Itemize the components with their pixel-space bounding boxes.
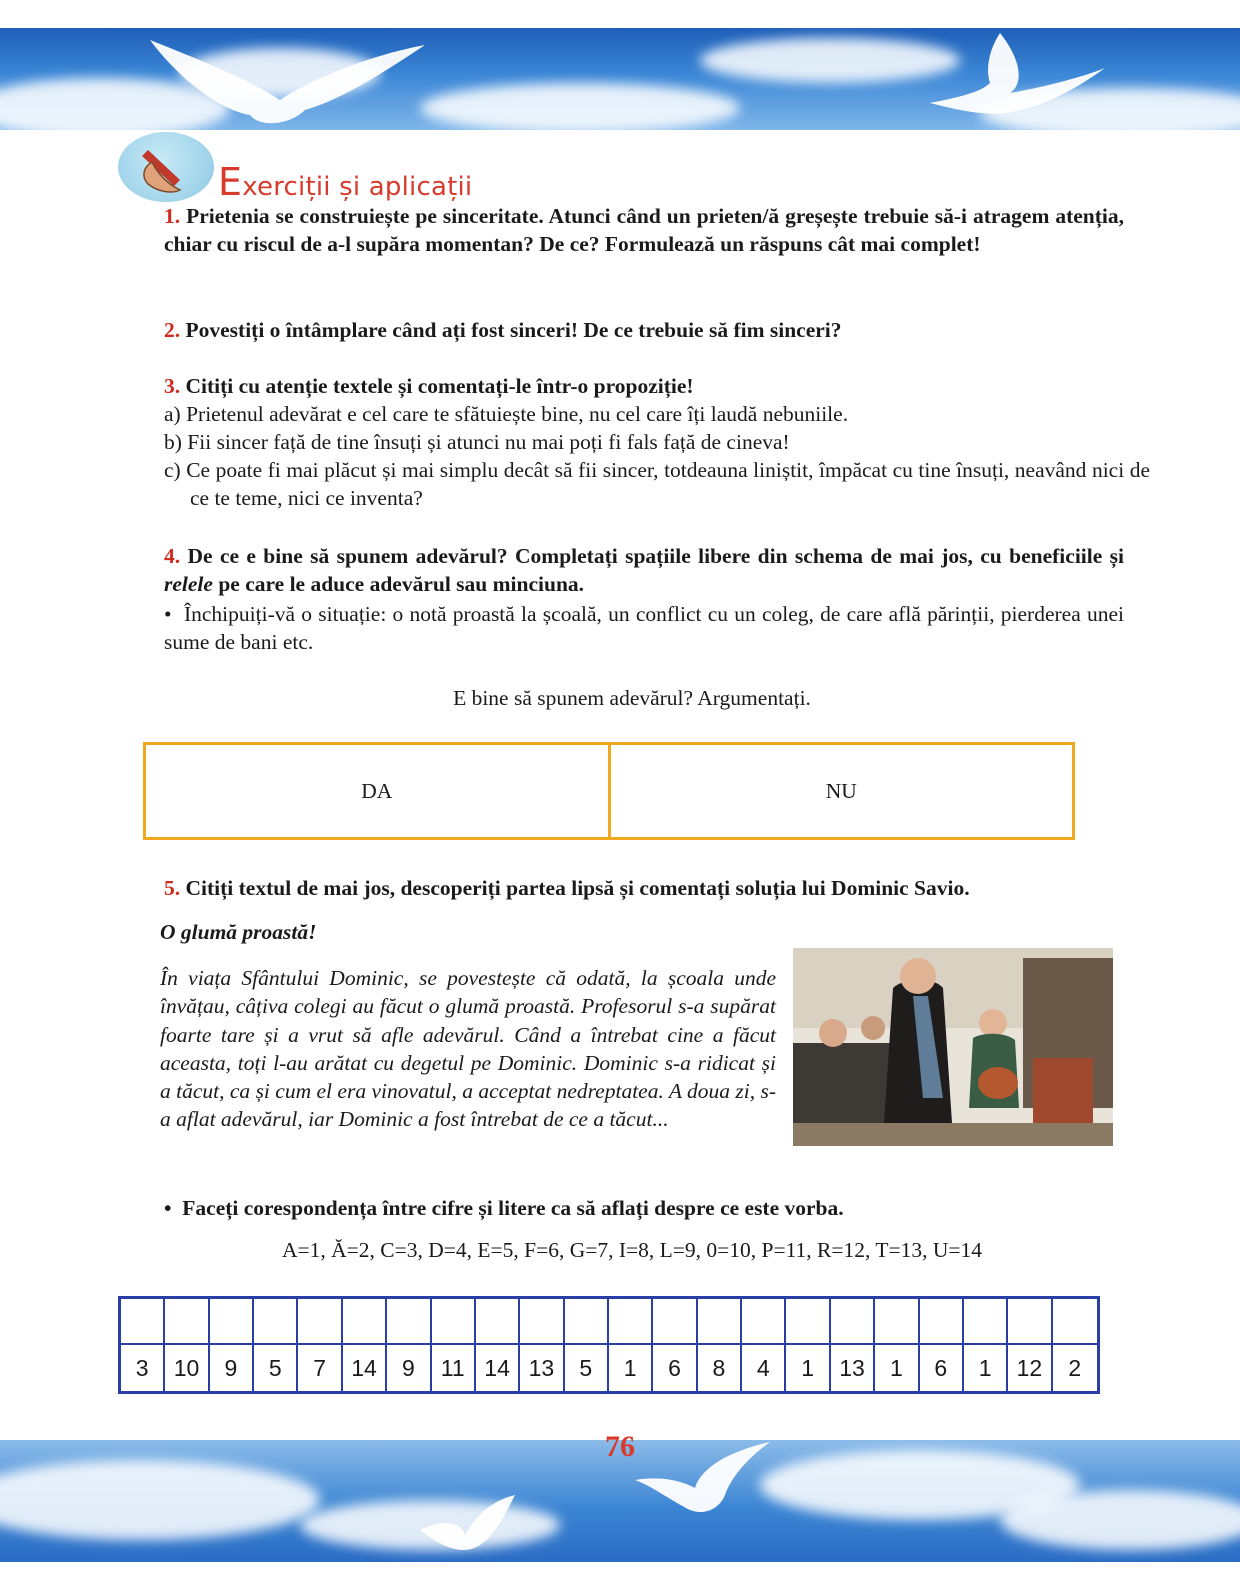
cipher-number-cell: 2 [1068, 1354, 1082, 1381]
cipher-key: A=1, Ă=2, C=3, D=4, E=5, F=6, G=7, I=8, L=9, 0=10, P=11, R=12, T=13, U=14 [281, 1238, 983, 1262]
answer-cell[interactable] [964, 1299, 1008, 1345]
cipher-number-cell: 6 [653, 1345, 697, 1391]
cipher-number-cell: 14 [343, 1345, 387, 1391]
answer-cell[interactable] [565, 1299, 609, 1345]
answer-cell[interactable] [920, 1299, 964, 1345]
section-title: Exerciții și aplicații [218, 160, 473, 204]
answer-cell[interactable] [165, 1299, 209, 1345]
cipher-number-cell: 12 [1008, 1345, 1052, 1391]
answer-cell[interactable] [298, 1299, 342, 1345]
writing-hand-icon [118, 132, 214, 202]
exercise-5: 5. Citiți textul de mai jos, descoperiți partea lipsă și comentați soluția lui Dominic Savio. [164, 876, 970, 900]
page-number: 76 [605, 1430, 635, 1463]
cipher-number-cell: 11 [432, 1345, 476, 1391]
dove-icon [140, 30, 430, 130]
cipher-number-cell: 5 [254, 1345, 298, 1391]
cipher-number-cell: 9 [387, 1345, 431, 1391]
answer-cell[interactable] [1053, 1299, 1097, 1345]
story-title: O glumă proastă! [160, 920, 317, 944]
answer-cell[interactable] [742, 1299, 786, 1345]
answer-cell[interactable] [520, 1299, 564, 1345]
cipher-number-cell: 1 [786, 1345, 830, 1391]
exercise-1: 1. Prietenia se construiește pe sinceritate. Atunci când un prieten/ă greșește trebuie să-i atragem atenția, chiar cu riscul de a-l supăra momentan? De ce? Formulează un răspuns cât mai complet! [164, 204, 1124, 256]
answer-cell[interactable] [387, 1299, 431, 1345]
answer-cell[interactable] [254, 1299, 298, 1345]
cipher-number-cell: 9 [210, 1345, 254, 1391]
exercise-3-item-c: c) Ce poate fi mai plăcut și mai simplu decât să fii sincer, totdeauna liniștit, împăcat cu tine însuți, neavând nici de ce te teme, nici ce inventa? [164, 458, 1150, 510]
classroom-illustration [793, 948, 1113, 1146]
cipher-number-cell: 1 [875, 1345, 919, 1391]
exercise-3-item-a: a) Prietenul adevărat e cel care te sfătuiește bine, nu cel care îți laudă nebuniile. [164, 402, 849, 426]
cipher-grid [118, 1296, 1100, 1394]
answer-cell[interactable] [653, 1299, 697, 1345]
exercise-5-bullet: • Faceți corespondența între cifre și litere ca să aflați despre ce este vorba. [164, 1196, 844, 1220]
answer-cell[interactable] [343, 1299, 387, 1345]
answer-cell[interactable] [210, 1299, 254, 1345]
answer-cell[interactable] [1008, 1299, 1052, 1345]
cipher-number-cell: 4 [742, 1345, 786, 1391]
dove-icon [910, 28, 1110, 123]
answer-cell[interactable] [476, 1299, 520, 1345]
answer-cell[interactable] [875, 1299, 919, 1345]
cipher-number-cell: 13 [831, 1345, 875, 1391]
dove-icon [410, 1490, 520, 1560]
answer-cell[interactable] [432, 1299, 476, 1345]
cipher-number-cell: 10 [165, 1345, 209, 1391]
exercise-4-question: E bine să spunem adevărul? Argumentați. [453, 686, 811, 710]
nu-cell[interactable]: NU [608, 745, 1073, 837]
top-banner-image [0, 28, 1240, 130]
da-cell[interactable]: DA [361, 778, 393, 803]
cipher-number-cell: 6 [920, 1345, 964, 1391]
cipher-number-cell: 1 [964, 1345, 1008, 1391]
exercise-3-item-b: b) Fii sincer față de tine însuți și atunci nu mai poți fi fals față de cineva! [164, 430, 790, 454]
cipher-number-cell: 1 [609, 1345, 653, 1391]
answer-cell[interactable] [121, 1299, 165, 1345]
cipher-number-cell: 5 [565, 1345, 609, 1391]
answer-cell[interactable] [786, 1299, 830, 1345]
answer-cell[interactable] [831, 1299, 875, 1345]
exercise-3: 3. Citiți cu atenție textele și comentați-le într-o propoziție! [164, 374, 694, 398]
answer-cell[interactable] [698, 1299, 742, 1345]
cipher-number-cell: 3 [121, 1345, 165, 1391]
cipher-number-cell: 8 [698, 1345, 742, 1391]
cipher-number-cell: 13 [520, 1345, 564, 1391]
answer-cell[interactable] [609, 1299, 653, 1345]
exercise-4-bullet: • Închipuiți-vă o situație: o notă proastă la școală, un conflict cu un coleg, de care află părinții, pierderea unei sume de bani etc. [164, 602, 1124, 654]
cipher-number-cell: 7 [298, 1345, 342, 1391]
exercise-2: 2. Povestiți o întâmplare când ați fost sinceri! De ce trebuie să fim sinceri? [164, 318, 842, 342]
cipher-number-cell: 14 [476, 1345, 520, 1391]
da-nu-table [143, 742, 1075, 840]
exercise-4: 4. De ce e bine să spunem adevărul? Completați spațiile libere din schema de mai jos, cu beneficiile și relele pe care le aduce adevărul sau minciuna. [164, 544, 1124, 596]
story-text: În viața Sfântului Dominic, se povestește că odată, la școala unde învățau, câțiva colegi au făcut o glumă proastă. Profesorul s-a supărat foarte tare și a vrut să afle adevărul. Când a întrebat cine a făcut aceasta, toți l-au arătat cu degetul pe Dominic. Dominic s-a ridicat și a tăcut, ca și cum el era vinovatul, a acceptat nedreptatea. A doua zi, s-a aflat adevărul, iar Dominic a fost întrebat de ce a tăcut... [160, 966, 776, 1132]
